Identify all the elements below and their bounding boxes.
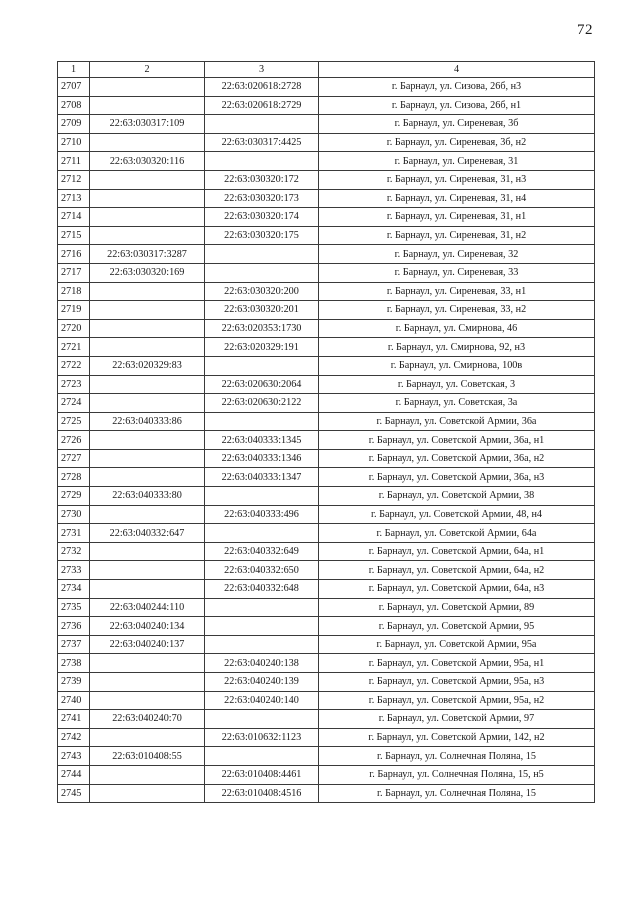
premises-cadastral-number-cell: 22:63:020353:1730 [205, 319, 319, 338]
parcel-cadastral-number-cell [90, 691, 205, 710]
row-number-cell: 2728 [58, 468, 90, 487]
premises-cadastral-number-cell [205, 617, 319, 636]
address-cell: г. Барнаул, ул. Советской Армии, 36а, н2 [319, 449, 595, 468]
parcel-cadastral-number-cell [90, 78, 205, 97]
address-cell: г. Барнаул, ул. Сиреневая, 32 [319, 245, 595, 264]
premises-cadastral-number-cell: 22:63:040333:496 [205, 505, 319, 524]
row-number-cell: 2712 [58, 170, 90, 189]
table-row [58, 542, 595, 561]
address-cell: г. Барнаул, ул. Сиреневая, 33, н1 [319, 282, 595, 301]
parcel-cadastral-number-cell [90, 301, 205, 320]
table-row [58, 728, 595, 747]
header-row [58, 62, 595, 78]
address-cell: г. Барнаул, ул. Советской Армии, 36а, н3 [319, 468, 595, 487]
table-row [58, 449, 595, 468]
address-cell: г. Барнаул, ул. Сиреневая, 33, н2 [319, 301, 595, 320]
address-cell: г. Барнаул, ул. Сиреневая, 31 [319, 152, 595, 171]
address-cell: г. Барнаул, ул. Сиреневая, 31, н2 [319, 226, 595, 245]
table-row [58, 412, 595, 431]
premises-cadastral-number-cell [205, 115, 319, 134]
address-cell: г. Барнаул, ул. Сиреневая, 31, н4 [319, 189, 595, 208]
row-number-cell: 2733 [58, 561, 90, 580]
address-cell: г. Барнаул, ул. Сиреневая, 31, н1 [319, 208, 595, 227]
row-number-cell: 2723 [58, 375, 90, 394]
parcel-cadastral-number-cell: 22:63:040244:110 [90, 598, 205, 617]
address-cell: г. Барнаул, ул. Смирнова, 100в [319, 356, 595, 375]
table-row [58, 765, 595, 784]
premises-cadastral-number-cell [205, 524, 319, 543]
parcel-cadastral-number-cell [90, 784, 205, 803]
table-row [58, 635, 595, 654]
page-number: 72 [577, 22, 593, 38]
address-cell: г. Барнаул, ул. Советской Армии, 89 [319, 598, 595, 617]
premises-cadastral-number-cell: 22:63:030320:174 [205, 208, 319, 227]
table-row [58, 263, 595, 282]
table-row [58, 208, 595, 227]
row-number-cell: 2707 [58, 78, 90, 97]
parcel-cadastral-number-cell: 22:63:040240:134 [90, 617, 205, 636]
parcel-cadastral-number-cell [90, 319, 205, 338]
parcel-cadastral-number-cell [90, 189, 205, 208]
table-row [58, 598, 595, 617]
address-cell: г. Барнаул, ул. Сизова, 26б, н1 [319, 96, 595, 115]
parcel-cadastral-number-cell: 22:63:030320:169 [90, 263, 205, 282]
address-cell: г. Барнаул, ул. Солнечная Поляна, 15 [319, 784, 595, 803]
address-cell: г. Барнаул, ул. Сизова, 26б, н3 [319, 78, 595, 97]
address-cell: г. Барнаул, ул. Солнечная Поляна, 15, н5 [319, 765, 595, 784]
parcel-cadastral-number-cell [90, 96, 205, 115]
header-col-3: 3 [205, 62, 319, 78]
row-number-cell: 2726 [58, 431, 90, 450]
premises-cadastral-number-cell: 22:63:020329:191 [205, 338, 319, 357]
address-cell: г. Барнаул, ул. Советской Армии, 95 [319, 617, 595, 636]
premises-cadastral-number-cell: 22:63:020630:2064 [205, 375, 319, 394]
premises-cadastral-number-cell: 22:63:010632:1123 [205, 728, 319, 747]
table-row [58, 115, 595, 134]
table-header [58, 62, 595, 78]
table-row [58, 505, 595, 524]
table-row [58, 487, 595, 506]
address-cell: г. Барнаул, ул. Сиреневая, 33 [319, 263, 595, 282]
premises-cadastral-number-cell: 22:63:030320:173 [205, 189, 319, 208]
parcel-cadastral-number-cell [90, 765, 205, 784]
parcel-cadastral-number-cell [90, 654, 205, 673]
table-row [58, 375, 595, 394]
address-cell: г. Барнаул, ул. Советской Армии, 95а [319, 635, 595, 654]
row-number-cell: 2713 [58, 189, 90, 208]
parcel-cadastral-number-cell: 22:63:040332:647 [90, 524, 205, 543]
premises-cadastral-number-cell: 22:63:020618:2728 [205, 78, 319, 97]
address-cell: г. Барнаул, ул. Смирнова, 92, н3 [319, 338, 595, 357]
row-number-cell: 2738 [58, 654, 90, 673]
row-number-cell: 2743 [58, 747, 90, 766]
row-number-cell: 2739 [58, 673, 90, 692]
premises-cadastral-number-cell: 22:63:040332:649 [205, 542, 319, 561]
parcel-cadastral-number-cell [90, 133, 205, 152]
premises-cadastral-number-cell: 22:63:030320:172 [205, 170, 319, 189]
parcel-cadastral-number-cell [90, 208, 205, 227]
table-row [58, 282, 595, 301]
row-number-cell: 2729 [58, 487, 90, 506]
row-number-cell: 2711 [58, 152, 90, 171]
table-row [58, 96, 595, 115]
row-number-cell: 2736 [58, 617, 90, 636]
parcel-cadastral-number-cell: 22:63:030320:116 [90, 152, 205, 171]
table-row [58, 673, 595, 692]
table-row [58, 338, 595, 357]
premises-cadastral-number-cell: 22:63:040333:1346 [205, 449, 319, 468]
address-cell: г. Барнаул, ул. Советской Армии, 64а, н3 [319, 580, 595, 599]
row-number-cell: 2721 [58, 338, 90, 357]
header-col-1: 1 [58, 62, 90, 78]
row-number-cell: 2716 [58, 245, 90, 264]
premises-cadastral-number-cell: 22:63:040240:139 [205, 673, 319, 692]
table-row [58, 356, 595, 375]
row-number-cell: 2717 [58, 263, 90, 282]
parcel-cadastral-number-cell [90, 580, 205, 599]
row-number-cell: 2740 [58, 691, 90, 710]
address-cell: г. Барнаул, ул. Советской Армии, 64а, н1 [319, 542, 595, 561]
row-number-cell: 2727 [58, 449, 90, 468]
parcel-cadastral-number-cell [90, 505, 205, 524]
row-number-cell: 2731 [58, 524, 90, 543]
table-row [58, 133, 595, 152]
address-cell: г. Барнаул, ул. Советской Армии, 36а [319, 412, 595, 431]
table-row [58, 78, 595, 97]
row-number-cell: 2722 [58, 356, 90, 375]
parcel-cadastral-number-cell [90, 170, 205, 189]
table-row [58, 431, 595, 450]
table-row [58, 319, 595, 338]
parcel-cadastral-number-cell [90, 282, 205, 301]
table-row [58, 468, 595, 487]
table-row [58, 580, 595, 599]
table-row [58, 654, 595, 673]
table-row [58, 710, 595, 729]
address-cell: г. Барнаул, ул. Сиреневая, 31, н3 [319, 170, 595, 189]
row-number-cell: 2735 [58, 598, 90, 617]
premises-cadastral-number-cell: 22:63:040332:648 [205, 580, 319, 599]
row-number-cell: 2737 [58, 635, 90, 654]
address-cell: г. Барнаул, ул. Советской Армии, 36а, н1 [319, 431, 595, 450]
row-number-cell: 2745 [58, 784, 90, 803]
row-number-cell: 2732 [58, 542, 90, 561]
table-row [58, 524, 595, 543]
premises-cadastral-number-cell: 22:63:020630:2122 [205, 394, 319, 413]
parcel-cadastral-number-cell [90, 468, 205, 487]
row-number-cell: 2744 [58, 765, 90, 784]
row-number-cell: 2730 [58, 505, 90, 524]
premises-cadastral-number-cell [205, 710, 319, 729]
parcel-cadastral-number-cell: 22:63:020329:83 [90, 356, 205, 375]
premises-cadastral-number-cell: 22:63:040240:138 [205, 654, 319, 673]
table-row [58, 747, 595, 766]
address-cell: г. Барнаул, ул. Советской Армии, 95а, н1 [319, 654, 595, 673]
premises-cadastral-number-cell: 22:63:010408:4461 [205, 765, 319, 784]
row-number-cell: 2715 [58, 226, 90, 245]
table-row [58, 691, 595, 710]
row-number-cell: 2742 [58, 728, 90, 747]
row-number-cell: 2720 [58, 319, 90, 338]
address-cell: г. Барнаул, ул. Советской Армии, 64а [319, 524, 595, 543]
row-number-cell: 2734 [58, 580, 90, 599]
premises-cadastral-number-cell: 22:63:040333:1345 [205, 431, 319, 450]
header-col-4: 4 [319, 62, 595, 78]
table-row [58, 784, 595, 803]
table-row [58, 152, 595, 171]
parcel-cadastral-number-cell [90, 673, 205, 692]
premises-cadastral-number-cell [205, 487, 319, 506]
row-number-cell: 2710 [58, 133, 90, 152]
premises-cadastral-number-cell [205, 356, 319, 375]
premises-cadastral-number-cell: 22:63:040240:140 [205, 691, 319, 710]
address-cell: г. Барнаул, ул. Советской Армии, 142, н2 [319, 728, 595, 747]
parcel-cadastral-number-cell: 22:63:030317:3287 [90, 245, 205, 264]
premises-cadastral-number-cell: 22:63:020618:2729 [205, 96, 319, 115]
address-cell: г. Барнаул, ул. Советской Армии, 64а, н2 [319, 561, 595, 580]
row-number-cell: 2741 [58, 710, 90, 729]
address-cell: г. Барнаул, ул. Советская, 3а [319, 394, 595, 413]
row-number-cell: 2709 [58, 115, 90, 134]
premises-cadastral-number-cell: 22:63:030317:4425 [205, 133, 319, 152]
parcel-cadastral-number-cell [90, 394, 205, 413]
parcel-cadastral-number-cell: 22:63:040240:137 [90, 635, 205, 654]
premises-cadastral-number-cell: 22:63:030320:201 [205, 301, 319, 320]
premises-cadastral-number-cell [205, 152, 319, 171]
parcel-cadastral-number-cell: 22:63:040240:70 [90, 710, 205, 729]
address-cell: г. Барнаул, ул. Советской Армии, 95а, н2 [319, 691, 595, 710]
table-row [58, 189, 595, 208]
parcel-cadastral-number-cell [90, 561, 205, 580]
row-number-cell: 2714 [58, 208, 90, 227]
table-row [58, 301, 595, 320]
premises-cadastral-number-cell: 22:63:030320:175 [205, 226, 319, 245]
premises-cadastral-number-cell [205, 245, 319, 264]
address-cell: г. Барнаул, ул. Советской Армии, 48, н4 [319, 505, 595, 524]
table-row [58, 245, 595, 264]
parcel-cadastral-number-cell: 22:63:030317:109 [90, 115, 205, 134]
table-row [58, 561, 595, 580]
parcel-cadastral-number-cell [90, 375, 205, 394]
address-cell: г. Барнаул, ул. Сиреневая, 3б [319, 115, 595, 134]
row-number-cell: 2719 [58, 301, 90, 320]
address-cell: г. Барнаул, ул. Советской Армии, 95а, н3 [319, 673, 595, 692]
address-cell: г. Барнаул, ул. Смирнова, 46 [319, 319, 595, 338]
premises-cadastral-number-cell [205, 747, 319, 766]
premises-cadastral-number-cell: 22:63:010408:4516 [205, 784, 319, 803]
address-cell: г. Барнаул, ул. Солнечная Поляна, 15 [319, 747, 595, 766]
parcel-cadastral-number-cell: 22:63:040333:80 [90, 487, 205, 506]
premises-cadastral-number-cell [205, 263, 319, 282]
parcel-cadastral-number-cell: 22:63:040333:86 [90, 412, 205, 431]
premises-cadastral-number-cell: 22:63:040333:1347 [205, 468, 319, 487]
row-number-cell: 2724 [58, 394, 90, 413]
premises-cadastral-number-cell: 22:63:040332:650 [205, 561, 319, 580]
premises-cadastral-number-cell [205, 412, 319, 431]
table-row [58, 617, 595, 636]
parcel-cadastral-number-cell [90, 449, 205, 468]
registry-table [57, 61, 595, 803]
parcel-cadastral-number-cell [90, 728, 205, 747]
header-col-2: 2 [90, 62, 205, 78]
parcel-cadastral-number-cell [90, 338, 205, 357]
row-number-cell: 2725 [58, 412, 90, 431]
table-body [58, 78, 595, 803]
row-number-cell: 2718 [58, 282, 90, 301]
premises-cadastral-number-cell [205, 598, 319, 617]
parcel-cadastral-number-cell: 22:63:010408:55 [90, 747, 205, 766]
table-row [58, 170, 595, 189]
table-row [58, 394, 595, 413]
address-cell: г. Барнаул, ул. Советской Армии, 97 [319, 710, 595, 729]
address-cell: г. Барнаул, ул. Сиреневая, 3б, н2 [319, 133, 595, 152]
premises-cadastral-number-cell [205, 635, 319, 654]
table-row [58, 226, 595, 245]
row-number-cell: 2708 [58, 96, 90, 115]
parcel-cadastral-number-cell [90, 542, 205, 561]
parcel-cadastral-number-cell [90, 226, 205, 245]
address-cell: г. Барнаул, ул. Советской Армии, 38 [319, 487, 595, 506]
premises-cadastral-number-cell: 22:63:030320:200 [205, 282, 319, 301]
parcel-cadastral-number-cell [90, 431, 205, 450]
address-cell: г. Барнаул, ул. Советская, 3 [319, 375, 595, 394]
